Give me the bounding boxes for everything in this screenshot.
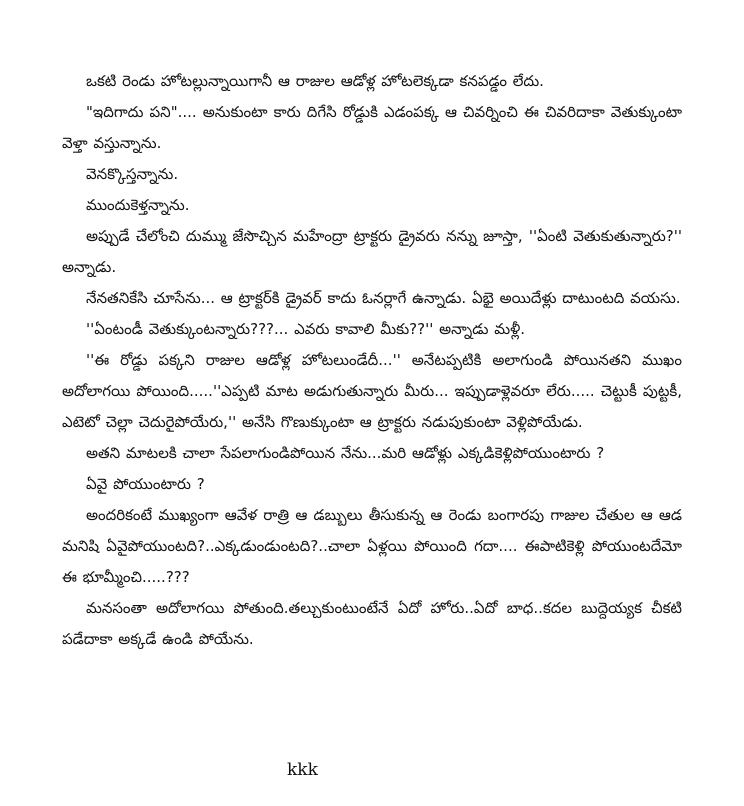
paragraph-10: ఏవై పోయుంటారు ? — [86, 475, 205, 493]
paragraph-9: అతని మాటలకి చాలా సేపలాగుండిపోయిన నేను...మరి ఆడోళ్లు ఎక్కడికెళ్లిపోయుంటారు ? — [86, 444, 605, 462]
paragraph-3: వెనక్కొస్తన్నాను. — [86, 165, 179, 183]
paragraph-1: ఒకటి రెండు హోటల్లున్నాయిగానీ ఆ రాజుల ఆడోళ్ల హోటలెక్కడా కనపడ్డం లేదు. — [86, 72, 544, 90]
document-body — [62, 66, 682, 655]
paragraph-7: ''ఏంటండీ వెతుక్కుంటన్నారు???... ఎవరు కావాలి మీకు??'' అన్నాడు మళ్లీ. — [86, 320, 526, 338]
paragraph-2: "ఇదిగాదు పని".... అనుకుంటా కారు దిగేసి రోడ్డుకి ఎడంపక్క ఆ చివర్నించి ఈ చివరిదాకా వెతుక్కుంటా వెళ్తా వస్తున్నాను. — [62, 103, 682, 152]
paragraph-6: నేనతనికేసి చూసేను... ఆ ట్రాక్టర్‌కి డ్రైవర్ కాదు ఓనర్లాగే ఉన్నాడు. ఏభై అయిదేళ్లు దాటుంటది వయసు. — [86, 289, 681, 307]
footer-signature-text: kkk — [287, 760, 318, 780]
paragraph-11: అందరికంటే ముఖ్యంగా ఆవేళ రాత్రి ఆ డబ్బులు తీసుకున్న ఆ రెండు బంగారపు గాజుల చేతుల ఆ ఆడ మనిషి ఏవైపోయుంటది?..ఎక్కడుండుంటది?..చాలా ఏళ్లయి పోయింది గదా.... ఈపాటికెళ్లి పోయుంటదేమో ఈ భూమ్మీంచి.....??? — [62, 506, 682, 586]
paragraph-4: ముందుకెళ్తన్నాను. — [86, 196, 190, 214]
paragraph-5: అప్పుడే చేలోంచి దుమ్ము జేసొచ్చిన మహేంద్రా ట్రాక్టరు డ్రైవరు నన్ను జూస్తా, ''ఏంటి వెతుకుతున్నారు?'' అన్నాడు. — [62, 227, 682, 276]
paragraph-8: ''ఈ రోడ్డు పక్కని రాజుల ఆడోళ్ల హోటలుండేదీ...'' అనేటప్పటికి అలాగుండి పోయినతని ముఖం అదోలాగయి పోయింది.....''ఎప్పటి మాట అడుగుతున్నారు మీరు... ఇప్పుడాళ్లెవరూ లేరు..... చెట్టుకీ పుట్టకీ, ఎటెటో చెల్లా చెదురైపోయేరు,'' అనేసి గొణుక్కుంటా ఆ ట్రాక్టరు నడుపుకుంటా వెళ్లిపోయేడు. — [62, 351, 682, 431]
paragraph-12: మనసంతా అదోలాగయి పోతుంది.తల్చుకుంటుంటేనే ఏదో హోరు..ఏదో బాధ..కదల బుద్దెయ్యక చీకటి పడేదాకా అక్కడే ఉండి పోయేను. — [62, 599, 682, 648]
